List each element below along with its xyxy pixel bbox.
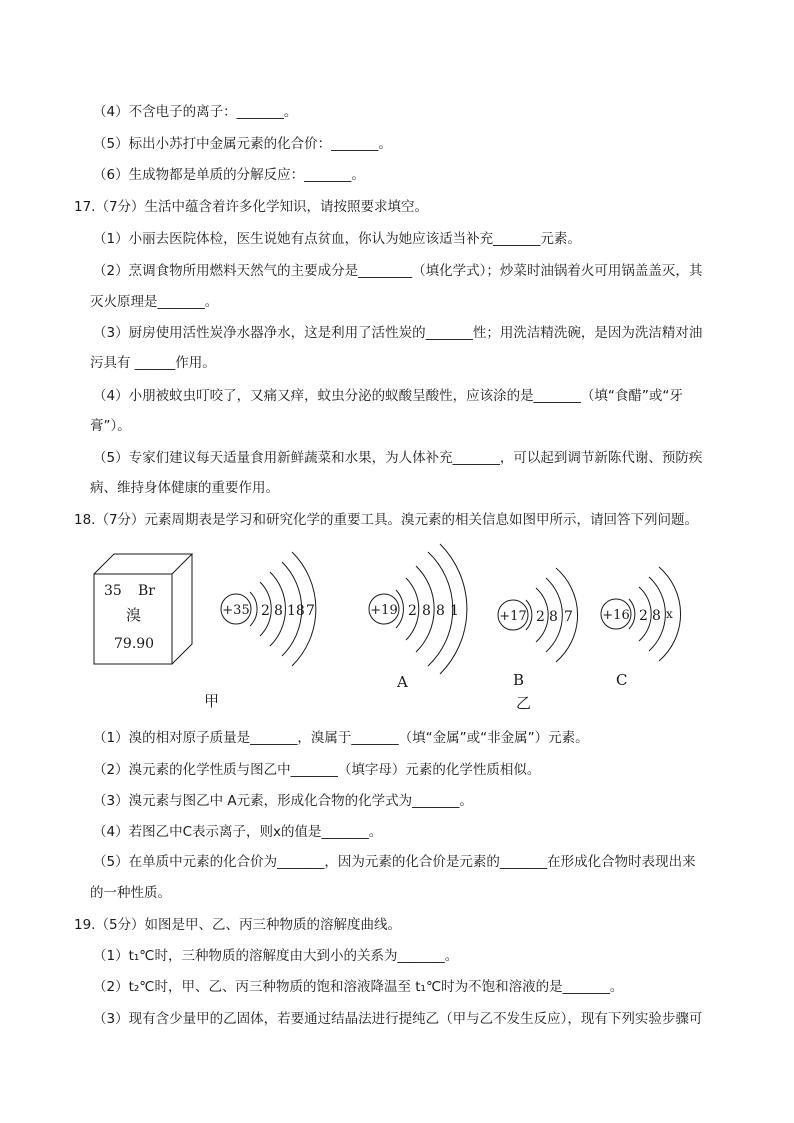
q18-part4: （4）若图乙中C表示离子，则x的值是_______。 — [93, 824, 383, 840]
element-mass: 79.90 — [114, 636, 155, 652]
q18-stem: 18.（7分）元素周期表是学习和研究化学的重要工具。溴元素的相关信息如图甲所示，请回答下列问题。 — [74, 512, 699, 528]
atom-b-diagram — [498, 568, 578, 662]
atom-b-shell-2: 8 — [549, 609, 558, 625]
atom-a-shell-3: 8 — [436, 603, 445, 619]
atom-a-shell-1: 2 — [408, 603, 417, 619]
q17-stem: 17.（7分）生活中蕴含着许多化学知识，请按照要求填空。 — [74, 199, 429, 215]
atom-a-shell-2: 8 — [422, 603, 431, 619]
atom-c-nucleus-charge: +16 — [602, 608, 630, 623]
q17-part2-cont: 灭火原理是_______。 — [90, 294, 219, 310]
atom-b-nucleus-charge: +17 — [499, 609, 527, 624]
q17-part3: （3）厨房使用活性炭净水器净水，这是利用了活性炭的_______性；用洗洁精洗碗，是因为洗洁精对油 — [93, 325, 703, 341]
atom-a-shell-4: 1 — [450, 603, 459, 619]
atom-c-diagram — [601, 567, 681, 661]
q18-part1: （1）溴的相对原子质量是_______，溴属于_______（填“金属”或“非金属”）元素。 — [93, 730, 589, 746]
bromine-atom-diagram — [221, 552, 316, 666]
atom-c-shell-2: 8 — [652, 608, 661, 624]
q16-part6: （6）生成物都是单质的分解反应：_______。 — [93, 167, 365, 183]
q17-part5: （5）专家们建议每天适量食用新鲜蔬菜和水果，为人体补充_______，可以起到调节新陈代谢、预防疾 — [93, 450, 703, 466]
q17-part3-cont: 污具有 ______作用。 — [90, 355, 216, 371]
element-symbol: Br — [138, 583, 155, 599]
q18-part5: （5）在单质中元素的化合价为_______，因为元素的化合价是元素的_______在形成化合物时表现出来 — [93, 854, 696, 870]
q19-part1: （1）t₁℃时，三种物质的溶解度由大到小的关系为_______。 — [93, 948, 459, 964]
q18-figure — [90, 540, 710, 715]
q17-part4-cont: 膏”）。 — [90, 418, 131, 434]
q16-part4: （4）不含电子的离子：_______。 — [93, 104, 298, 120]
bromine-nucleus-charge: +35 — [222, 603, 250, 618]
q18-part3: （3）溴元素与图乙中 A元素，形成化合物的化学式为_______。 — [93, 793, 473, 809]
atom-c-shell-1: 2 — [639, 608, 648, 624]
atom-a-diagram — [369, 544, 467, 674]
label-c: C — [616, 671, 628, 689]
bromine-shell-4: 7 — [306, 603, 315, 619]
element-number: 35 — [104, 583, 122, 599]
bromine-shell-3: 18 — [287, 603, 305, 619]
atom-b-shell-1: 2 — [536, 609, 545, 625]
atom-a-nucleus-charge: +19 — [370, 603, 398, 618]
label-a: A — [397, 673, 408, 691]
bromine-shell-1: 2 — [261, 603, 270, 619]
q17-part5-cont: 病、维持身体健康的重要作用。 — [90, 480, 279, 496]
q16-part5: （5）标出小苏打中金属元素的化合价：_______。 — [93, 136, 392, 152]
atom-c-shell-3: x — [666, 607, 673, 621]
q17-part2: （2）烹调食物所用燃料天然气的主要成分是________（填化学式）；炒菜时油锅着火可用锅盖盖灭，其 — [93, 263, 703, 279]
q19-part2: （2）t₂℃时，甲、乙、丙三种物质的饱和溶液降温至 t₁℃时为不饱和溶液的是_______。 — [93, 979, 624, 995]
q19-part3: （3）现有含少量甲的乙固体，若要通过结晶法进行提纯乙（甲与乙不发生反应），现有下列实验步骤可 — [93, 1011, 703, 1027]
bromine-shell-2: 8 — [274, 603, 283, 619]
label-b: B — [513, 671, 525, 689]
q17-part4: （4）小朋被蚊虫叮咬了，又痛又痒，蚊虫分泌的蚁酸呈酸性，应该涂的是_______（填“食醋”或“牙 — [93, 388, 683, 404]
q18-part2: （2）溴元素的化学性质与图乙中_______（填字母）元素的化学性质相似。 — [93, 762, 541, 778]
q19-stem: 19.（5分）如图是甲、乙、丙三种物质的溶解度曲线。 — [74, 917, 402, 933]
caption-yi: 乙 — [516, 694, 532, 712]
atom-b-shell-3: 7 — [564, 609, 573, 625]
element-name: 溴 — [126, 606, 142, 624]
q17-part1: （1）小丽去医院体检，医生说她有点贫血，你认为她应该适当补充_______元素。 — [93, 231, 581, 247]
q18-part5-cont: 的一种性质。 — [90, 885, 171, 901]
caption-jia: 甲 — [204, 692, 220, 710]
